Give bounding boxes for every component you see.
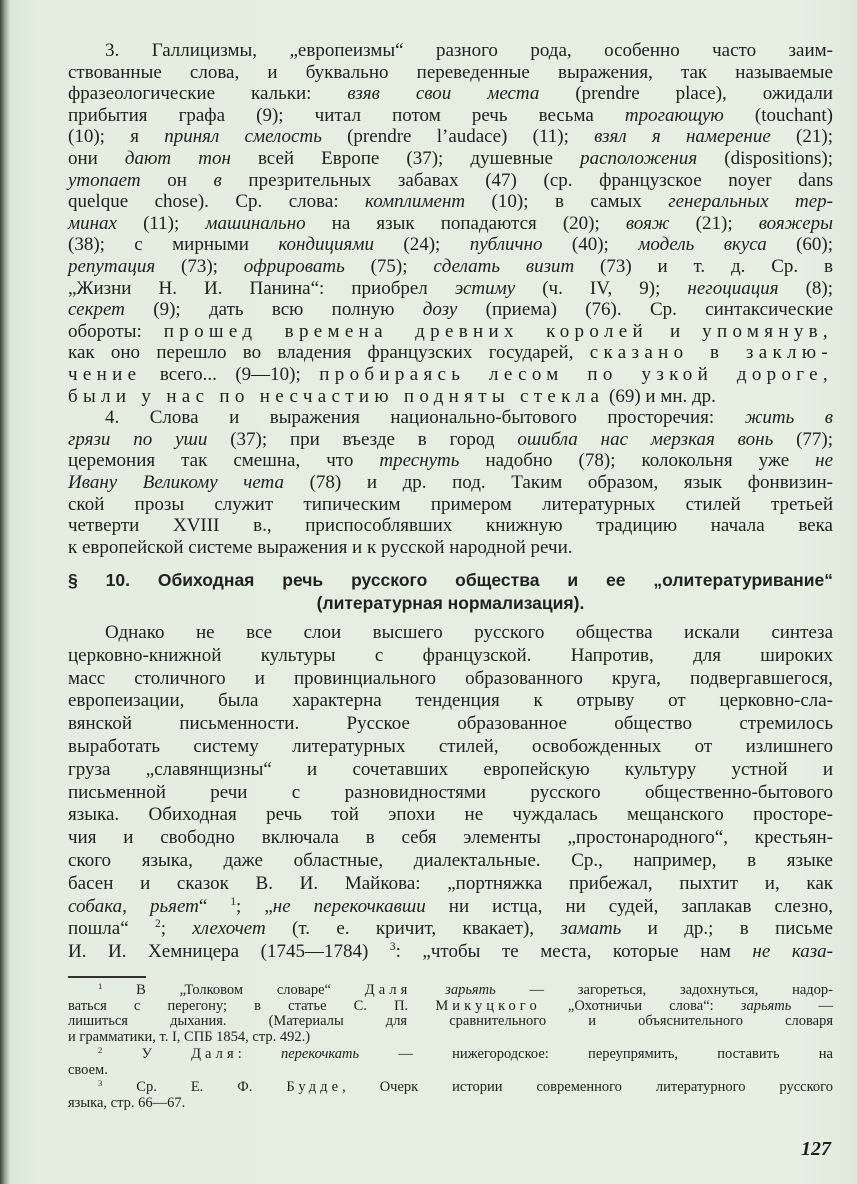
text-line bbox=[68, 515, 833, 537]
spaced-run: упомянув, bbox=[702, 320, 833, 342]
text-line bbox=[68, 998, 833, 1014]
text-run: „Охотничьи слова“: bbox=[540, 997, 741, 1014]
text-line bbox=[68, 321, 833, 343]
footnote-marker: 3 bbox=[98, 1077, 103, 1088]
text-line bbox=[68, 1095, 833, 1111]
section-heading: § 10. Обиходная речь русского общества и ее „олитературивание“ bbox=[68, 570, 833, 590]
italic-run: зарьять bbox=[740, 997, 792, 1014]
text-line bbox=[68, 278, 833, 300]
text-run: басен и сказок В. И. Майкова: „портняжка прибежал, пыхтит и, как bbox=[68, 872, 833, 894]
text-run: церковно-книжной культуры с французской. Напротив, для широких bbox=[68, 644, 833, 666]
text-run: (т. е. кричит, квакает), bbox=[265, 918, 561, 940]
text-run: как оно перешло во владения французских государей, bbox=[68, 342, 590, 364]
text-run: quelque chose). Ср. слова: bbox=[68, 191, 366, 213]
text-run: ; „ bbox=[236, 895, 273, 917]
text-run: — bbox=[791, 997, 834, 1014]
text-line bbox=[68, 1062, 833, 1078]
footnote-marker: 2 bbox=[98, 1045, 103, 1056]
text-line bbox=[68, 62, 833, 84]
italic-run: сделать визит bbox=[433, 256, 575, 277]
text-run: (24); bbox=[374, 234, 470, 256]
italic-run: ошибла нас мерзкая вонь bbox=[517, 428, 774, 450]
italic-run: комплимент bbox=[365, 191, 466, 213]
text-line bbox=[68, 1079, 833, 1095]
text-run: фразеологические кальки: bbox=[68, 83, 348, 105]
footnote-marker: 1 bbox=[98, 980, 103, 991]
text-run: (77); bbox=[773, 428, 834, 450]
text-run: своем. bbox=[68, 1062, 108, 1078]
italic-run: машинально bbox=[205, 212, 306, 234]
text-run: (21); bbox=[669, 212, 759, 234]
italic-run: дают тон bbox=[124, 148, 231, 169]
text-run: вянской письменности. Русское образованное общество стремилось bbox=[68, 713, 833, 735]
text-run: “ bbox=[198, 895, 231, 917]
text-run: обороты: bbox=[68, 320, 164, 342]
text-line bbox=[68, 364, 833, 386]
text-run: (prendre place), ожидали bbox=[539, 83, 833, 105]
text-line bbox=[68, 1013, 833, 1029]
text-run: письменной речи с разновидностями русского общественно-бытового bbox=[68, 781, 833, 803]
italic-run: собака, рьяет bbox=[68, 895, 199, 917]
text-run: (60); bbox=[766, 234, 834, 256]
text-line bbox=[68, 736, 833, 758]
text-run: церемония так смешна, что bbox=[68, 450, 380, 472]
text-line bbox=[68, 472, 833, 494]
italic-run: кондициями bbox=[278, 234, 374, 256]
italic-run: принял смелость bbox=[164, 126, 322, 148]
text-run: они bbox=[68, 148, 125, 169]
italic-run: вояж bbox=[625, 212, 670, 234]
text-run: (40); bbox=[542, 234, 639, 256]
text-line bbox=[68, 537, 833, 559]
text-run: (21); bbox=[770, 126, 833, 148]
text-line bbox=[68, 450, 833, 472]
text-run: (73) и т. д. Ср. в bbox=[574, 256, 833, 277]
text-run: ; bbox=[160, 918, 193, 940]
text-run: к европейской системе выражения и к русской народной речи. bbox=[68, 536, 573, 558]
text-run: выработать систему литературных стилей, освобожденных от излишнего bbox=[68, 736, 833, 757]
text-run: на язык попадаются (20); bbox=[305, 212, 626, 234]
text-line bbox=[68, 40, 833, 62]
text-line bbox=[68, 342, 833, 364]
text-run: Однако не все слои высшего русского общества искали синтеза bbox=[105, 622, 833, 643]
text-run: : „чтобы те места, которые нам bbox=[395, 941, 753, 963]
text-line bbox=[68, 941, 833, 963]
text-run: всей Европе (37); душевные bbox=[230, 148, 581, 169]
text-run: надобно (78); колокольня уже bbox=[459, 450, 816, 472]
italic-run: секрет bbox=[68, 299, 125, 321]
text-line bbox=[68, 645, 833, 667]
text-run: — загореться, задохнуться, надор- bbox=[495, 982, 834, 998]
text-run: : bbox=[237, 1046, 281, 1063]
text-line bbox=[68, 622, 833, 644]
text-line bbox=[68, 873, 833, 895]
spaced-run: прошед времена древних королей bbox=[163, 320, 648, 342]
text-run: (69) и мн. др. bbox=[604, 385, 716, 407]
text-run: И. И. Хемницера (1745—1784) bbox=[68, 941, 390, 963]
italic-run: офрировать bbox=[243, 256, 345, 277]
text-line bbox=[68, 429, 833, 451]
italic-run: модель вкуса bbox=[638, 234, 767, 256]
text-line bbox=[68, 804, 833, 826]
text-run: (38); с мирными bbox=[68, 234, 279, 256]
text-run: (78) и др. под. Таким образом, язык фонвизин- bbox=[283, 472, 834, 493]
text-run: (ч. IV, 9); bbox=[515, 277, 688, 299]
text-run: (touchant) bbox=[723, 104, 833, 126]
text-line bbox=[68, 1029, 833, 1045]
spaced-run: были у нас по несчастию подняты стекла bbox=[68, 385, 605, 407]
italic-run: замать bbox=[560, 918, 622, 940]
italic-run: хлехочет bbox=[192, 918, 266, 940]
text-run: языка, стр. 66—67. bbox=[68, 1094, 186, 1111]
text-run: языка. Обиходная речь той эпохи не чуждалась мещанского просторе- bbox=[68, 804, 833, 826]
text-line bbox=[68, 386, 833, 408]
italic-run: трогающую bbox=[624, 104, 724, 126]
text-run: ской прозы служит типическим примером литературных стилей третьей bbox=[68, 493, 833, 515]
spaced-run: сказано в заклю- bbox=[589, 342, 833, 364]
text-run: (10); я bbox=[68, 126, 165, 148]
italic-run: публично bbox=[469, 234, 543, 256]
text-run: пошла“ bbox=[68, 918, 156, 940]
text-run: Ср. Е. Ф. bbox=[102, 1079, 287, 1096]
text-run: (dispositions); bbox=[697, 148, 833, 169]
text-run: прибытия графа (9); читал потом речь весьма bbox=[68, 104, 625, 126]
text-run: презрительных забавах (47) (ср. французское noyer dans bbox=[221, 169, 834, 191]
text-run: он bbox=[140, 169, 214, 191]
italic-run: Ивану Великому чета bbox=[68, 472, 284, 493]
text-run: чия и свободно включала в себя элементы „простонародного“, крестьян- bbox=[68, 827, 833, 849]
italic-run: минах bbox=[68, 212, 117, 234]
text-run: (приема) (76). Ср. синтаксические bbox=[457, 299, 834, 321]
text-run: и др.; в письме bbox=[621, 918, 833, 940]
text-line bbox=[68, 850, 833, 872]
text-run: ствованные слова, и буквально переведенные выражения, так называемые bbox=[68, 61, 833, 83]
text-run: груза „славянщизны“ и сочетавших европейскую культуру устной и bbox=[68, 758, 833, 780]
footnote-marker: 2 bbox=[155, 918, 161, 931]
text-line bbox=[68, 105, 833, 127]
text-line bbox=[68, 982, 833, 998]
text-line bbox=[68, 83, 833, 105]
spaced-run: чение bbox=[68, 364, 142, 385]
text-line bbox=[68, 256, 833, 278]
text-line bbox=[68, 126, 833, 148]
italic-run: зарьять bbox=[445, 982, 496, 998]
text-run: (prendre l’audace) (11); bbox=[321, 126, 595, 148]
italic-run: вояжеры bbox=[758, 212, 833, 234]
text-line bbox=[68, 827, 833, 849]
text-run: ни истца, ни судей, заплакав слезно, bbox=[425, 895, 833, 917]
spaced-run: Даля bbox=[364, 982, 412, 998]
text-line bbox=[68, 690, 833, 712]
text-line bbox=[68, 234, 833, 256]
italic-run: не каза- bbox=[752, 941, 833, 963]
text-run: 3. Галлицизмы, „европеизмы“ разного рода, особенно часто заим- bbox=[105, 40, 833, 61]
text-run: ваться с перегону; в статье С. П. bbox=[68, 997, 436, 1014]
section-subheading: (литературная нормализация). bbox=[316, 593, 585, 613]
spaced-run: Микуцкого bbox=[435, 997, 541, 1014]
text-line bbox=[68, 170, 833, 192]
italic-run: жить в bbox=[744, 407, 833, 429]
text-run bbox=[411, 982, 445, 998]
italic-run: репутация bbox=[68, 256, 156, 277]
italic-run: перекочкать bbox=[280, 1046, 360, 1063]
spaced-run: пробираясь лесом по узкой дороге, bbox=[319, 364, 833, 385]
text-line bbox=[68, 896, 833, 918]
text-run: лишиться дыхания. (Материалы для сравнительного и объяснительного словаря bbox=[68, 1013, 833, 1030]
page-number: 127 bbox=[801, 1138, 831, 1160]
text-run: европеизации, была характерна тенденция к отрыву от церковно-сла- bbox=[68, 690, 833, 712]
text-line bbox=[68, 299, 833, 321]
text-line bbox=[68, 148, 833, 170]
text-line bbox=[68, 918, 833, 940]
italic-run: утопает bbox=[68, 169, 141, 191]
italic-run: дозу bbox=[422, 299, 458, 321]
italic-run: генеральных тер- bbox=[668, 191, 833, 213]
text-line bbox=[68, 782, 833, 804]
italic-run: в bbox=[213, 169, 222, 191]
text-run: (37); при въезде в город bbox=[207, 428, 518, 450]
text-run: 4. Слова и выражения национально-бытового просторечия: bbox=[105, 407, 745, 429]
text-line bbox=[68, 759, 833, 781]
text-line bbox=[68, 668, 833, 690]
italic-run: грязи по уши bbox=[68, 428, 208, 450]
text-run: (73); bbox=[155, 256, 244, 277]
text-line bbox=[68, 494, 833, 516]
text-line bbox=[68, 407, 833, 429]
spaced-run: Будде bbox=[286, 1079, 343, 1096]
text-line bbox=[68, 213, 833, 235]
text-run: (10); в самых bbox=[465, 191, 669, 213]
text-run: В „Толковом словаре“ bbox=[102, 982, 365, 998]
text-run: „Жизни Н. И. Панина“: приобрел bbox=[68, 277, 455, 299]
italic-run: не перекочкавши bbox=[272, 895, 426, 917]
italic-run: расположения bbox=[580, 148, 698, 169]
spaced-run: Даля bbox=[191, 1046, 238, 1063]
text-run: — нижегородское: переупрямить, поставить на bbox=[359, 1046, 833, 1063]
italic-run: не bbox=[815, 450, 834, 472]
text-line bbox=[68, 713, 833, 735]
text-run: всего... (9—10); bbox=[141, 364, 320, 385]
text-run: У bbox=[102, 1046, 192, 1063]
italic-run: эстиму bbox=[454, 277, 516, 299]
footnote-divider bbox=[68, 976, 146, 978]
text-run: (11); bbox=[116, 212, 206, 234]
text-run: (9); дать всю полную bbox=[124, 299, 423, 321]
text-run: и грамматики, т. I, СПБ 1854, стр. 492.) bbox=[68, 1029, 311, 1046]
text-run: четверти XVIII в., приспособлявших книжную традицию начала века bbox=[68, 515, 833, 537]
text-run: масс столичного и провинциального образованного круга, подвергавшегося, bbox=[68, 667, 833, 689]
footnote-marker: 1 bbox=[230, 895, 237, 908]
text-run: и bbox=[647, 320, 703, 342]
text-line bbox=[68, 1046, 833, 1062]
text-run: , Очерк истории современного литературного русского bbox=[342, 1079, 834, 1096]
text-run: (75); bbox=[344, 256, 434, 277]
text-line bbox=[68, 191, 833, 213]
italic-run: треснуть bbox=[379, 450, 460, 472]
footnote-marker: 3 bbox=[389, 941, 396, 954]
italic-run: взял я намерение bbox=[594, 126, 771, 148]
text-run: (8); bbox=[778, 277, 834, 299]
italic-run: негоциация bbox=[687, 277, 779, 299]
text-run: ского языка, даже областные, диалектальные. Ср., например, в языке bbox=[68, 850, 833, 871]
italic-run: взяв свои места bbox=[347, 83, 540, 105]
